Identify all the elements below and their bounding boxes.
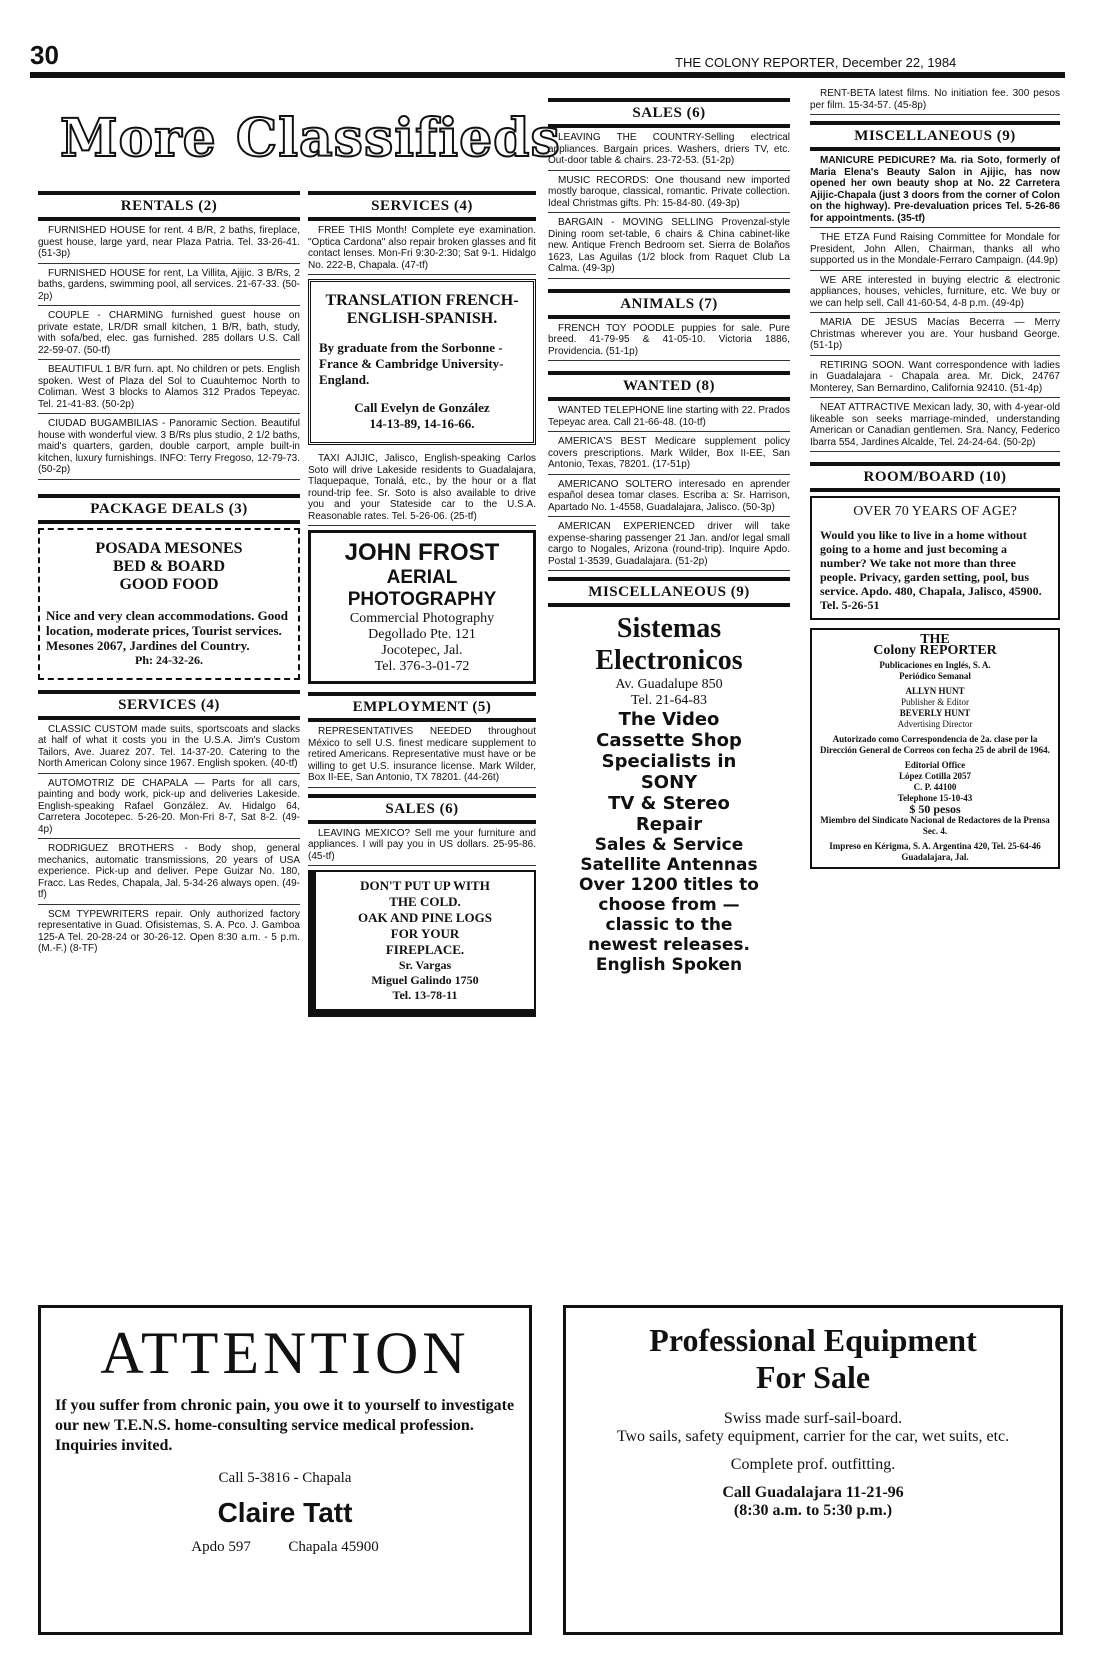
page-number: 30 [30, 40, 59, 70]
translation-title: TRANSLATION FRENCH-ENGLISH-SPANISH. [325, 292, 519, 327]
sistemas-line10: Repair [635, 814, 703, 835]
rentals-heading: RENTALS (2) [38, 191, 300, 221]
attention-ad [38, 1305, 532, 1635]
frost-line7: Tel. 376-3-01-72 [374, 659, 470, 674]
colony-line6: Publisher & Editor [901, 697, 969, 707]
attention-city: Chapala 45900 [288, 1539, 379, 1555]
frost-line5: Degollado Pte. 121 [368, 627, 476, 642]
cold-ad [308, 870, 536, 1017]
over70-ad [810, 496, 1060, 620]
attention-title: ATTENTION [100, 1320, 470, 1386]
list-item: MARIA DE JESUS Macías Becerra — Merry Christmas wherever you are. Your husband George. (51-1p) [810, 317, 1060, 356]
colony-line10: Editorial Office [904, 760, 966, 770]
equipment-line5: (8:30 a.m. to 5:30 p.m.) [733, 1502, 893, 1519]
colony-line2: Colony REPORTER [873, 643, 997, 658]
page-title: More Classifieds [60, 108, 561, 169]
frost-name: JOHN FROST [344, 539, 500, 566]
header-rule [30, 72, 1065, 78]
attention-address [55, 1539, 515, 1556]
list-item: SCM TYPEWRITERS repair. Only authorized factory representative in Guad. Ofisistemas, S. A. Pco. J. Gamboa 125-A Tel. 20-28-24 or 30-26-12. Open 8:30 a.m. - 5 p.m. (M.-F.) (8-TF) [38, 908, 300, 954]
column-1 [38, 185, 300, 962]
list-item: FRENCH TOY POODLE puppies for sale. Pure breed. 41-79-95 & 41-05-10. Victoria 1886, Providencia. (51-1p) [548, 323, 790, 362]
list-item: LEAVING THE COUNTRY-Selling electrical appliances. Bargain prices. Washers, driers TV, etc. Out-door table & chairs. 23-72-53. (51-2p) [548, 132, 790, 171]
sistemas-line14: choose from — [598, 895, 740, 915]
equipment-title2: For Sale [755, 1359, 871, 1395]
sistemas-line16: newest releases. [588, 935, 750, 955]
services-heading-2: SERVICES (4) [308, 191, 536, 221]
column-4 [810, 88, 1060, 877]
sistemas-line4: Tel. 21-64-83 [630, 693, 707, 708]
list-item: NEAT ATTRACTIVE Mexican lady, 30, with 4-year-old likeable son seeks marriage-minded, understanding American or Canadian gentlemen. Sra. Nancy, Federico Ibarra 554, Jardines Alcalde, Tel. 24-24-64. (50-2p) [810, 402, 1060, 452]
posada-phone: Ph: 24-32-26. [135, 652, 203, 667]
list-item: LEAVING MEXICO? Sell me your furniture and appliances. I will pay you in US dollars. 25-95-86. (45-tf) [308, 828, 536, 867]
masthead: THE COLONY REPORTER, December 22, 1984 [675, 55, 957, 70]
sistemas-line7: Specialists in [601, 751, 737, 772]
colony-line3: Publicaciones en Inglés, S. A. [879, 660, 991, 670]
sistemas-line8: SONY [640, 772, 698, 793]
sales-heading-2: SALES (6) [308, 794, 536, 824]
list-item: MANICURE PEDICURE? Ma. ria Soto, formerly of Maria Elena's Beauty Salon in Ajijic, has now opened her own beauty shop at No. 22 Carretera Ajijic-Chapala (just 3 doors from the corner of Colon on the highway). Pre-devaluation prices Tel. 5-26-86 for appointments. (35-tf) [810, 155, 1060, 228]
sistemas-line3: Av. Guadalupe 850 [615, 677, 723, 692]
attention-apdo: Apdo 597 [191, 1539, 251, 1555]
employment-heading: EMPLOYMENT (5) [308, 692, 536, 722]
colony-line12: C. P. 44100 [913, 782, 957, 792]
sistemas-ad [548, 611, 790, 977]
equipment-line4: Call Guadalajara 11-21-96 [722, 1484, 904, 1501]
colony-line4: Periódico Semanal [899, 671, 971, 681]
sistemas-line13: Over 1200 titles to [579, 875, 759, 895]
list-item: WANTED TELEPHONE line starting with 22. Prados Tepeyac area. Call 21-66-48. (10-tf) [548, 405, 790, 432]
cold-line1: DON'T PUT UP WITH [360, 878, 490, 893]
list-item: RETIRING SOON. Want correspondence with ladies in Guadalajara - Chapala area. Mr. Dick, 24767 Monterey, San Bernardino, California 92410. (51-4p) [810, 360, 1060, 399]
misc-heading-3: MISCELLANEOUS (9) [548, 577, 790, 607]
attention-body: If you suffer from chronic pain, you owe it to yourself to investigate our new T.E.N.S. home-consulting service medical profession. Inquiries invited. [55, 1397, 515, 1454]
equipment-line3: Complete prof. outfitting. [730, 1456, 896, 1473]
cold-line5: FIREPLACE. [385, 942, 465, 957]
colony-masthead [810, 628, 1060, 869]
frost-line2: AERIAL [386, 567, 458, 588]
list-item: CIUDAD BUGAMBILIAS - Panoramic Section. Beautiful house with wonderful view. 3 B/Rs plus studio, 2 1/2 baths, maid's quarters, garden, double carport, ample built-in kitchen, luxury furnishings. INFO: Terry Fregoso, 12-79-73. (50-2p) [38, 418, 300, 480]
attention-name: Claire Tatt [217, 1497, 353, 1528]
list-item: AMERICAN EXPERIENCED driver will take expense-sharing passenger 21 Jan. and/or legal small cargo to Nogales, Arizona (round-trip). Inquire Apdo. Postal 1-3539, Guadalajara. (51-2p) [548, 521, 790, 571]
posada-body: Nice and very clean accommodations. Good location, moderate prices, Tourist services. Mesones 2067, Jardines del Country. [46, 607, 288, 653]
frost-ad [308, 530, 536, 684]
list-item: MUSIC RECORDS: One thousand new imported mostly baroque, classical, romantic. Private collection. Ideal Christmas gifts. Ph: 15-84-80. (49-3p) [548, 175, 790, 214]
translation-phones: 14-13-89, 14-16-66. [369, 416, 475, 431]
sistemas-line9: TV & Stereo [608, 793, 730, 814]
list-item: AMERICANO SOLTERO interesado en aprender español desea tomar clases. Escriba a: Sr. Harrison, Apartado No. 1-4558, Guadalajara, Jalisco. (50-3p) [548, 479, 790, 518]
over70-title: OVER 70 YEARS OF AGE? [853, 504, 1017, 519]
colony-line9: Autorizado como Correspondencia de 2a. clase por la Dirección General de Correos con fecha 25 de abril de 1964. [820, 734, 1050, 755]
colony-line7: BEVERLY HUNT [899, 708, 971, 718]
cold-line4: FOR YOUR [390, 926, 460, 941]
list-item: FREE THIS Month! Complete eye examination. "Optica Cardona" also repair broken glasses and fit contact lenses. Mon-Fri 9:30-2:30; Sat 9-1. Hidalgo No. 222-B, Chapala. (47-tf) [308, 225, 536, 275]
colony-line15: Miembro del Sindicato Nacional de Redactores de la Prensa Sec. 4. [820, 815, 1050, 836]
over70-body: Would you like to live in a home without going to a home and just becoming a number? We take not more than three people. Privacy, garden setting, pool, bus service. Apdo. 480, Chapala, Jalisco, 45900. Tel. 5-26-51 [820, 528, 1042, 612]
colony-line13: Telephone 15-10-43 [897, 793, 973, 803]
colony-line8: Advertising Director [897, 719, 973, 729]
equipment-line2: Two sails, safety equipment, carrier for the car, wet suits, etc. [616, 1428, 1010, 1445]
list-item: FURNISHED HOUSE for rent, La Villita, Ajijic. 3 B/Rs, 2 baths, gardens, swimming pool, all services. 21-67-33. (50-2p) [38, 268, 300, 307]
frost-line3: PHOTOGRAPHY [347, 589, 497, 610]
cold-line3: OAK AND PINE LOGS [358, 910, 492, 925]
translation-ad [308, 279, 536, 445]
sistemas-line12: Satellite Antennas [580, 855, 758, 875]
list-item: THE ETZA Fund Raising Committee for Mondale for President, John Allen, Chairman, thanks all who supported us in the Mondale-Ferraro Campaign. (44.9p) [810, 232, 1060, 271]
misc-heading-4: MISCELLANEOUS (9) [810, 121, 1060, 151]
colony-line1: THE [920, 632, 950, 647]
equipment-title1: Professional Equipment [649, 1322, 977, 1358]
list-item: AMERICA'S BEST Medicare supplement policy covers prescriptions. Mark Wilder, Box II-EE, San Antonio, Texas, 78201. (17-51p) [548, 436, 790, 475]
cold-line8: Tel. 13-78-11 [392, 988, 458, 1002]
frost-line6: Jocotepec, Jal. [381, 643, 463, 658]
list-item: REPRESENTATIVES NEEDED throughout México to sell U.S. finest medicare supplement to retired Americans. Representative must have or be willing to get U.S. insurance license. Mark Wilder, Box II-EE, San Antonio, TX 78201. (44-26t) [308, 726, 536, 788]
animals-heading: ANIMALS (7) [548, 289, 790, 319]
list-item: TAXI AJIJIC, Jalisco, English-speaking Carlos Soto will drive Lakeside residents to Guadalajara, Tlaquepaque, Tonalá, etc., by the hour or a flat round-trip fee. Sr. Soto is also available to drive you and your Stateside car to the U.S.A. Reasonable rates. Tel. 5-26-06. (25-tf) [308, 453, 536, 526]
posada-line2: BED & BOARD [112, 557, 225, 575]
list-item: CLASSIC CUSTOM made suits, sportscoats and slacks at half of what it costs you in the U.S.A. Jim's Custom Tailors, Ave. Juarez 207. Tel. 14-37-20. Catering to the North American Colony since 1967. English spoken. (40-tf) [38, 724, 300, 774]
attention-call: Call 5-3816 - Chapala [218, 1470, 352, 1486]
sistemas-line1: Sistemas [616, 613, 722, 644]
services-heading: SERVICES (4) [38, 690, 300, 720]
sistemas-line2: Electronicos [595, 645, 743, 676]
package-heading: PACKAGE DEALS (3) [38, 494, 300, 524]
list-item: RODRIGUEZ BROTHERS - Body shop, general mechanics, automatic transmissions, 20 years of USA experience. Pick-up and deliver. Pepe Guizar No. 180, Fracc. Las Redes, Chapala, Jal. 5-34-26 always open. (49-tf) [38, 843, 300, 905]
list-item: RENT-BETA latest films. No initiation fee. 300 pesos per film. 15-34-57. (45-8p) [810, 88, 1060, 115]
equipment-ad [563, 1305, 1063, 1635]
list-item: BARGAIN - MOVING SELLING Provenzal-style Dining room set-table, 6 chairs & China cabinet-like new. Antique French Bedroom set. Sierra de Bolaños 1623, Las Aguilas (1/2 block from Raquet Club La Calma. (49-3p) [548, 217, 790, 279]
sistemas-line5: The Video [618, 709, 720, 730]
list-item: WE ARE interested in buying electric & electronic appliances, houses, vehicles, furniture, etc. We buy or we can help sell. Call 41-60-54, 4-8 p.m. (49-4p) [810, 275, 1060, 314]
room-heading: ROOM/BOARD (10) [810, 462, 1060, 492]
cold-line7: Miguel Galindo 1750 [371, 973, 479, 987]
cold-line6: Sr. Vargas [398, 958, 452, 972]
sistemas-line17: English Spoken [595, 955, 743, 975]
frost-line4: Commercial Photography [349, 611, 495, 626]
colony-line14: $ 50 pesos [909, 802, 961, 816]
list-item: AUTOMOTRIZ DE CHAPALA — Parts for all cars, painting and body work, pick-up and deliveries Lakeside. English-speaking Rafael González. Av. Hidalgo 64, Carretera Jocotepec. 5-26-20. Mon-Fri 8-7, Sat 8-2. (49-4p) [38, 778, 300, 840]
colony-line16: Impreso en Kérigma, S. A. Argentina 420, Tel. 25-64-46 Guadalajara, Jal. [829, 841, 1041, 862]
colony-line11: López Cotilla 2057 [899, 771, 971, 781]
list-item: COUPLE - CHARMING furnished guest house on private estate, LR/DR small kitchen, 1 B/R, bath, study, with sofa/bed, elec. gas furnished. 285 dollars U.S. Call 22-59-07. (50-tf) [38, 310, 300, 360]
sistemas-line11: Sales & Service [594, 835, 744, 855]
cold-line2: THE COLD. [389, 894, 461, 909]
column-2 [308, 185, 536, 1025]
posada-line3: GOOD FOOD [119, 575, 219, 593]
sistemas-line15: classic to the [605, 915, 733, 935]
sistemas-line6: Cassette Shop [596, 730, 742, 751]
wanted-heading: WANTED (8) [548, 371, 790, 401]
equipment-line1: Swiss made surf-sail-board. [723, 1410, 903, 1427]
list-item: FURNISHED HOUSE for rent. 4 B/R, 2 baths, fireplace, guest house, large yard, near Plaza Patria. Tel. 33-26-41. (51-3p) [38, 225, 300, 264]
posada-ad [38, 528, 300, 680]
posada-title: POSADA MESONES [95, 539, 243, 557]
sales-heading: SALES (6) [548, 98, 790, 128]
column-3 [548, 92, 790, 985]
list-item: BEAUTIFUL 1 B/R furn. apt. No children or pets. English spoken. West of Plaza del Sol to Cuauhtemoc North to Coliman. West 3 blocks to Alamos 312 Prados Tepeyac. Tel. 21-41-83. (50-2p) [38, 364, 300, 414]
colony-line5: ALLYN HUNT [905, 686, 965, 696]
translation-call: Call Evelyn de González [354, 400, 490, 415]
translation-body: By graduate from the Sorbonne - France & Cambridge University-England. [319, 340, 504, 387]
